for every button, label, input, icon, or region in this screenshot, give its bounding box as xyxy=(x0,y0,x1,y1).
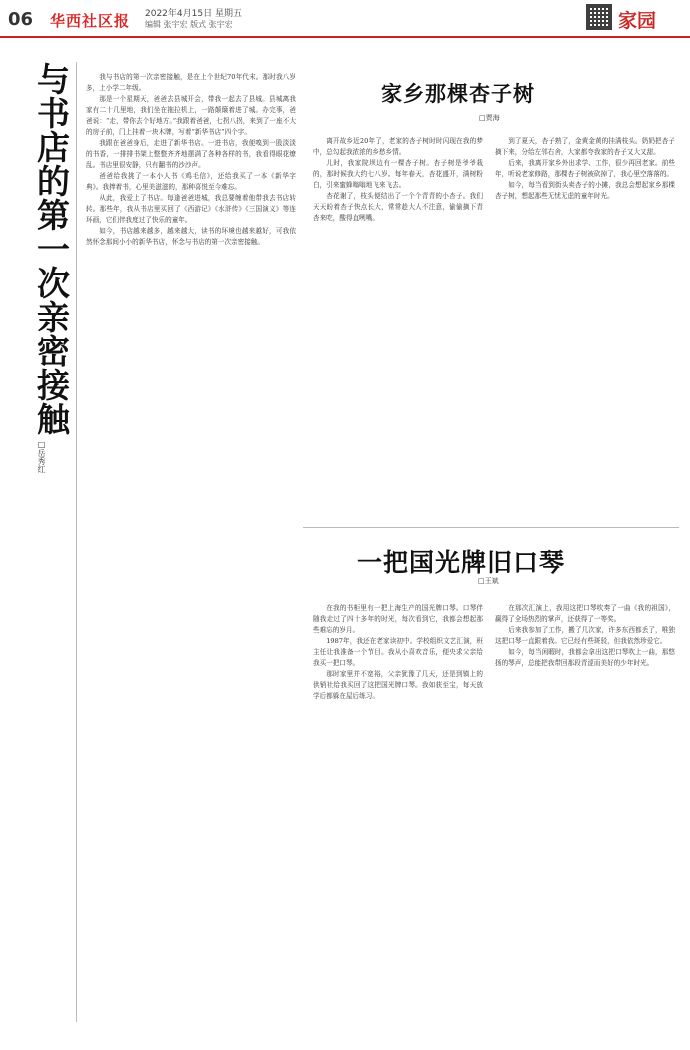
article3-body-col2 xyxy=(495,603,675,669)
paragraph: 杏花谢了，枝头便结出了一个个青青的小杏子。我们天天盼着杏子快点长大，常常趁大人不注意，偷偷摘下青杏来吃，酸得直咧嘴。 xyxy=(313,192,483,222)
paragraph: 我跟在爸爸身后，走进了新华书店。一进书店，我便嗅到一股淡淡的书香，一排排书架上整整齐齐地摆满了各种各样的书，我看得眼花缭乱。书店里很安静，只有翻书的沙沙声。 xyxy=(86,139,296,169)
paragraph: 那是一个星期天，爸爸去县城开会，带我一起去了县城。县城离我家有二十几里地，我们坐在拖拉机上，一路颠簸着进了城。办完事，爸爸说：“走，带你去个好地方。”我跟着爸爸，七拐八拐，来到了一座不大的房子前，门上挂着一块木牌，写着“新华书店”四个字。 xyxy=(86,95,296,136)
column-divider xyxy=(76,62,77,1022)
paragraph: 如今，书店越来越多，越来越大，读书的环境也越来越好，可我依然怀念那间小小的新华书店，怀念与书店的第一次亲密接触。 xyxy=(86,227,296,246)
article2-body-col2 xyxy=(495,136,675,202)
qr-code-icon xyxy=(586,4,612,30)
paragraph: 爸爸给我挑了一本小人书《鸡毛信》，还给我买了一本《新华字典》。我捧着书，心里美滋滋的，那种喜悦至今难忘。 xyxy=(86,172,296,191)
article3-byline: □王斌 xyxy=(478,577,499,585)
masthead xyxy=(0,0,690,40)
paragraph: 从此，我爱上了书店。每逢爸爸进城，我总要缠着他带我去书店转转。那些年，我从书店里买回了《西游记》《水浒传》《三国演义》等连环画，它们伴我度过了快乐的童年。 xyxy=(86,194,296,224)
paragraph: 如今，每当看到街头卖杏子的小摊，我总会想起家乡那棵杏子树，想起那些无忧无虑的童年时光。 xyxy=(495,181,675,200)
newspaper-brand: 华西社区报 xyxy=(50,12,131,30)
paragraph: 后来我参加了工作，搬了几次家，许多东西都丢了，唯独这把口琴一直跟着我。它已经有些斑驳，但我依然珍爱它。 xyxy=(495,626,675,645)
article2-title: 家乡那棵杏子树 xyxy=(381,81,535,106)
masthead-rule xyxy=(0,36,690,38)
article2-body-col1 xyxy=(313,136,483,224)
paragraph: 在那次汇演上，我用这把口琴吹奏了一曲《我的祖国》，赢得了全场热烈的掌声，还获得了一等奖。 xyxy=(495,604,675,623)
paragraph: 我与书店的第一次亲密接触，是在上个世纪70年代末。那时我八岁多，上小学二年级。 xyxy=(86,73,296,92)
paragraph: 后来，我离开家乡外出求学、工作，很少再回老家。前些年，听说老家修路，那棵杏子树被砍掉了，我心里空落落的。 xyxy=(495,159,675,178)
issue-date: 2022年4月15日 星期五 xyxy=(145,9,242,19)
paragraph: 在我的书柜里有一把上海生产的国光牌口琴。口琴伴随我走过了四十多年的时光，每次看到它，我都会想起那些难忘的岁月。 xyxy=(313,604,483,634)
paragraph: 到了夏天，杏子熟了，金黄金黄的挂满枝头。奶奶把杏子摘下来，分给左邻右舍，大家都夸我家的杏子又大又甜。 xyxy=(495,137,675,156)
paragraph: 那时家里并不宽裕，父亲犹豫了几天，还是到镇上的供销社给我买回了这把国光牌口琴。我如获至宝，每天放学后都躲在屋后练习。 xyxy=(313,670,483,700)
section-title: 家园 xyxy=(618,10,657,32)
paragraph: 离开故乡近20年了，老家的杏子树时时闪现在我的梦中，总勾起我浓浓的乡愁乡情。 xyxy=(313,137,483,156)
article1-title: 与书店的第一次亲密接触 xyxy=(32,62,71,436)
editors-line: 编辑 张宇宏 版式 张宇宏 xyxy=(145,20,233,29)
paragraph: 1987年，我还在老家读初中。学校组织文艺汇演，班主任让我准备一个节目。我从小喜欢音乐，便央求父亲给我买一把口琴。 xyxy=(313,637,483,667)
article3-title: 一把国光牌旧口琴 xyxy=(357,548,566,577)
article1-body xyxy=(86,72,296,248)
article-divider xyxy=(303,527,679,528)
paragraph: 如今，每当闲暇时，我都会拿出这把口琴吹上一曲，那悠扬的琴声，总能把我带回那段青涩而美好的少年时光。 xyxy=(495,648,675,667)
article2-byline: □贾海 xyxy=(479,114,500,122)
article3-body-col1 xyxy=(313,603,483,702)
page-number: 06 xyxy=(8,9,34,30)
paragraph: 儿时，我家院坝边有一棵杏子树。杏子树是爷爷栽的，那时候我大约七八岁。每年春天，杏花盛开，满树粉白，引来蜜蜂嗡嗡地飞来飞去。 xyxy=(313,159,483,189)
article1-byline: □岳秀红 xyxy=(37,440,46,473)
